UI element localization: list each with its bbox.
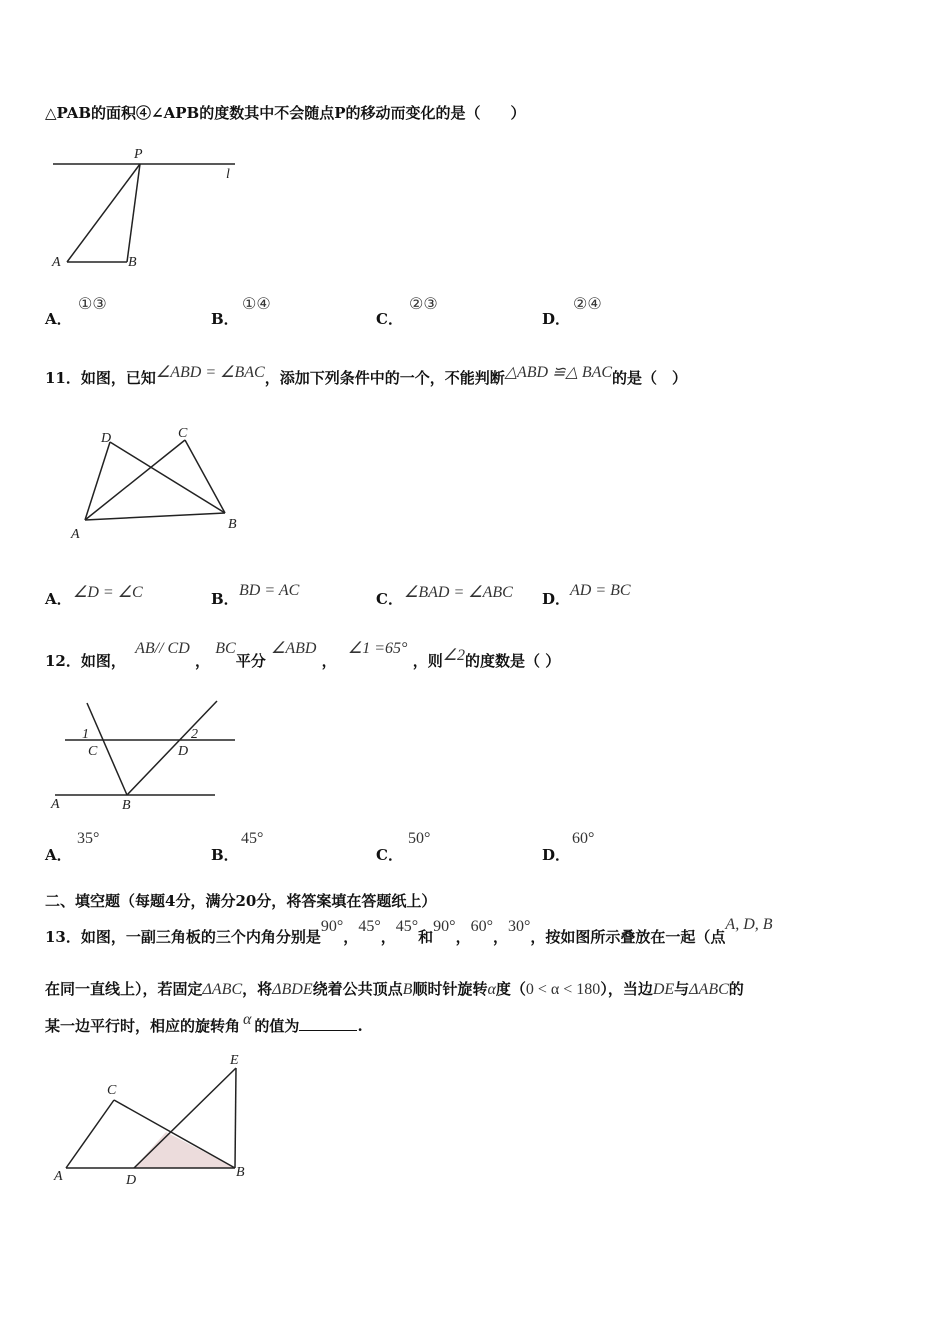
q10-stem: △PAB的面积④∠APB的度数其中不会随点P的移动而变化的是（ ）	[45, 104, 526, 122]
q13-angle-2: 45°	[358, 918, 381, 935]
q13-sep: ，	[343, 928, 359, 946]
q11-segment-ac	[85, 440, 185, 520]
option-letter: C．	[376, 310, 403, 328]
q13-alpha: α	[487, 981, 496, 998]
q11-option-b[interactable]	[211, 582, 300, 609]
q12-bisects: 平分	[235, 652, 266, 670]
q11-congruence: △ABD ≌△ BAC	[504, 364, 613, 381]
q10-option-d[interactable]	[542, 296, 602, 329]
q12-option-c[interactable]	[376, 830, 431, 865]
q13-label-c: C	[107, 1083, 117, 1098]
q12-options	[45, 830, 745, 864]
q12-bc: BC	[215, 640, 236, 657]
q12-line-bd	[127, 701, 217, 795]
q13-label-b: B	[236, 1165, 245, 1180]
q12-comma1: ，	[195, 652, 211, 670]
q13-points: A, D, B	[725, 916, 773, 933]
q12-option-a[interactable]	[45, 830, 100, 865]
q10-option-b[interactable]	[211, 296, 271, 329]
q11-option-c[interactable]	[376, 584, 513, 609]
q10-figure	[45, 140, 245, 275]
q13-alpha-2: α	[243, 1011, 252, 1028]
q13-angle-6: 30°	[508, 918, 531, 935]
q13-text: .	[357, 1017, 363, 1035]
q12-label-d: D	[178, 744, 189, 759]
q12-parallel: AB// CD	[135, 640, 190, 657]
q11-segment-ab	[85, 513, 225, 520]
option-value: ①③	[78, 296, 107, 313]
option-value: ∠BAD = ∠ABC	[404, 584, 513, 601]
option-value: ∠D = ∠C	[73, 584, 143, 601]
option-value: 50°	[408, 830, 431, 847]
q13-tri-bde: ΔBDE	[272, 981, 313, 998]
option-letter: D．	[542, 590, 571, 608]
option-letter: B．	[211, 310, 239, 328]
q11-label-c: C	[178, 426, 188, 441]
option-value: AD = BC	[570, 582, 631, 599]
q12-stem	[45, 640, 561, 671]
q13-angle-4: 90°	[433, 918, 456, 935]
q11-label-a: A	[71, 527, 80, 542]
q10-option-c[interactable]	[376, 296, 438, 329]
q11-option-a[interactable]	[45, 584, 143, 609]
q11-segment-cb	[185, 440, 225, 513]
option-value: ②③	[409, 296, 438, 313]
q12-angle-abd: ∠ABD	[270, 640, 317, 657]
q11-prefix: 11．如图，已知	[45, 369, 156, 387]
q12-label-c: C	[88, 744, 98, 759]
q13-range: 0 < α < 180	[525, 981, 601, 998]
q12-label-b: B	[122, 798, 131, 813]
q13-text: 的	[728, 980, 744, 998]
q13-point-b: B	[402, 981, 413, 998]
q12-option-b[interactable]	[211, 830, 264, 865]
option-value: ②④	[573, 296, 602, 313]
q13-overlap-shade	[134, 1132, 235, 1168]
q11-options	[45, 578, 745, 608]
q12-label-a: A	[51, 797, 60, 812]
option-letter: D．	[542, 310, 571, 328]
q10-label-a: A	[52, 255, 61, 270]
q12-prefix: 12．如图，	[45, 652, 126, 670]
option-letter: A．	[45, 310, 72, 328]
q13-text: ，将	[242, 980, 273, 998]
q13-sep: ，	[455, 928, 471, 946]
q13-and: 和	[418, 928, 434, 946]
q11-segment-db	[110, 442, 225, 513]
option-letter: A．	[45, 846, 72, 864]
option-value: 35°	[77, 830, 100, 847]
q13-angle-5: 60°	[470, 918, 493, 935]
q12-angle2: ∠2	[442, 647, 466, 664]
q11-condition: ∠ABD = ∠BAC	[155, 364, 265, 381]
q12-label-1: 1	[82, 727, 89, 742]
q13-sep: ，	[380, 928, 396, 946]
q13-de: DE	[652, 981, 675, 998]
option-letter: B．	[211, 590, 239, 608]
q12-figure	[45, 695, 245, 815]
q13-text: 顺时针旋转	[412, 980, 488, 998]
q10-label-l: l	[226, 167, 230, 182]
q13-label-a: A	[54, 1169, 63, 1184]
option-letter: A．	[45, 590, 72, 608]
q13-mid: ，按如图所示叠放在一起（点	[530, 928, 726, 946]
q11-stem	[45, 364, 688, 388]
q13-text: 与	[674, 980, 690, 998]
option-value: BD = AC	[239, 582, 300, 599]
q11-label-d: D	[101, 431, 112, 446]
q12-suffix: 的度数是（ ）	[465, 652, 561, 670]
q11-middle: ，添加下列条件中的一个，不能判断	[264, 369, 505, 387]
q10-options	[45, 296, 745, 326]
q13-segment-eb	[235, 1068, 236, 1168]
q13-text: 的值为	[254, 1017, 300, 1035]
q10-option-a[interactable]	[45, 296, 107, 329]
option-letter: B．	[211, 846, 239, 864]
section-title: 二、填空题（每题4分，满分20分，将答案填在答题纸上）	[45, 892, 437, 910]
q12-then: ，则	[412, 652, 443, 670]
q13-angle-1: 90°	[320, 918, 344, 935]
q10-label-p: P	[134, 147, 143, 162]
q13-prefix: 13．如图，一副三角板的三个内角分别是	[45, 928, 321, 946]
q10-label-b: B	[128, 255, 137, 270]
q13-line1	[45, 916, 773, 947]
q13-answer-blank[interactable]	[299, 1018, 357, 1031]
q13-sep: ，	[492, 928, 508, 946]
q11-figure	[65, 420, 250, 545]
option-letter: C．	[376, 590, 403, 608]
option-value: 60°	[572, 830, 595, 847]
q12-label-2: 2	[191, 727, 198, 742]
option-value: ①④	[242, 296, 271, 313]
q12-option-d[interactable]	[542, 830, 595, 865]
q13-angle-3: 45°	[395, 918, 419, 935]
q13-line2	[45, 978, 744, 999]
q13-text: 在同一直线上），若固定	[45, 980, 203, 998]
option-letter: C．	[376, 846, 403, 864]
q13-text: 度（	[495, 980, 526, 998]
option-letter: D．	[542, 846, 571, 864]
q13-label-d: D	[126, 1173, 137, 1188]
q13-tri-abc-2: ΔABC	[689, 981, 729, 998]
q11-segment-ad	[85, 442, 110, 520]
q13-text: 绕着公共顶点	[312, 980, 403, 998]
q13-line3	[45, 1011, 363, 1036]
q13-tri-abc: ΔABC	[202, 981, 243, 998]
q11-option-d[interactable]	[542, 582, 631, 609]
q12-angle1: ∠1 =65°	[347, 640, 408, 657]
q13-text: ），当边	[600, 980, 653, 998]
q12-comma2: ，	[321, 652, 337, 670]
q13-figure	[50, 1050, 260, 1190]
q13-label-e: E	[230, 1053, 239, 1068]
q13-segment-ac	[66, 1100, 114, 1168]
q11-suffix: 的是（ ）	[612, 369, 688, 387]
q13-text: 某一边平行时，相应的旋转角	[45, 1017, 241, 1035]
q11-label-b: B	[228, 517, 237, 532]
option-value: 45°	[241, 830, 264, 847]
